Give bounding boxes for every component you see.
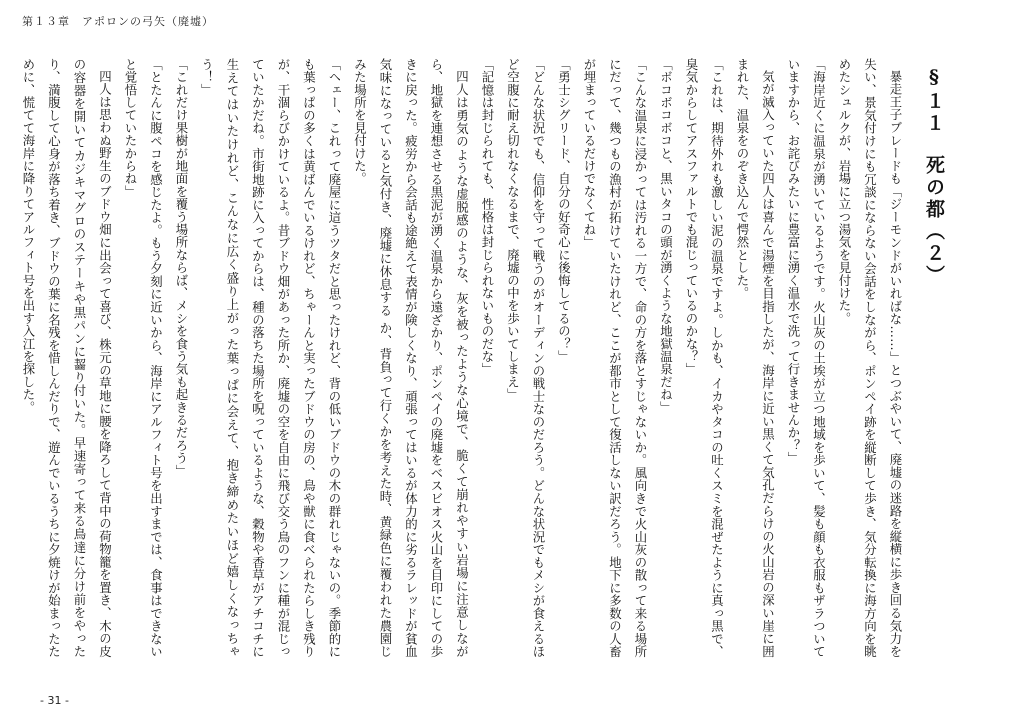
section-heading xyxy=(920,66,948,326)
body-text xyxy=(21,58,908,658)
paragraph: 暴走王子ブレードも「ジーモンドがいればな……」とつぶやいて、廃墟の迷路を縦横に歩き回る気力を失い、景気付けにも冗談にならない会話をしながら、ポンペイ跡を縦断して歩き、気分転換に海方向を眺めたシュルクが、岩場に立つ湯気を見付けた。 xyxy=(837,58,903,658)
paragraph: 気が滅入っていた四人は喜んで湯煙を目指したが、海岸に近い黒くて気孔だらけの火山岩の深い崖に囲まれた、温泉をのぞき込んで愕然とした。 xyxy=(735,58,776,658)
paragraph: 「勇士シグリード、自分の好奇心に後悔してるの？」 xyxy=(556,58,572,363)
paragraph: 「これだけ果樹が地面を覆う場所ならば、メシを食う気も起きるだろう」 xyxy=(174,58,189,478)
running-header: 第１３章 アポロンの弓矢（廃墟） xyxy=(22,15,214,28)
section-title: 死の都（２） xyxy=(923,155,945,287)
paragraph: 「どんな状況でも、信仰を守って戦うのがオーディンの戦士なのだろう。どんな状況でもメシが食えるほど空腹に耐え切れなくなるまで、廃墟の中を歩いてしまえ」 xyxy=(505,58,546,658)
paragraph: 「記憶は封じられても、性格は封じられないものだな」 xyxy=(480,58,495,376)
paragraph: 四人は勇気のような虚脱感のような、灰を被ったような心境で、脆くて崩れやすい岩場に注意しながら、地獄を連想させる黒泥が湧く温泉から遠ざかり、ポンペイの廃墟をベスビオス火山を目印にしての歩きに戻った。疲労から会話も途絶えて表情が険しくなり、頑張ってはいるが体力的に劣るラレッドが貧血気味になっていると気付き、廃墟に休息する か、背負って行くかを考えた時、黄緑色に覆われた農園じみた場所を見付けた。 xyxy=(352,58,470,658)
paragraph: 「こんな温泉に浸かっては汚れる一方で、命の方を落とすじゃないか。風向きで火山灰の散って来る場所にだって、幾つもの漁村が拓けていたけれど、ここが都市として復活しない訳だろう。地下に多数の人畜が埋まっているだけでなくてね」 xyxy=(582,58,648,658)
page-number: - 31 - xyxy=(40,694,69,707)
section-number: §１１ xyxy=(923,66,945,135)
paragraph: 「ヘェー、これって廃屋に這うツタだと思ったけれど、背の低いブドウの木の群れじゃないの。季節的にも葉っぱの多くは黄ばんでいるけれど、ちゃーんと実ったブドウの房の、鳥や獣に食べられたらしき残りが、干涸らびかけているよ。昔ブドウ畑があった所か、廃墟の空を自由に飛び交う鳥のフンに種が混じっていたかだね。市街地跡に入ってからは、種の落ちた場所を呪っているような、穀物や香草がアチコチに生えてはいたけれど、こんなに広く盛り上がった葉っぱに会えて、抱き締めたいほど嬉しくなっちゃう！」 xyxy=(199,58,342,658)
paragraph: 「ボコボコボコと、黒いタコの頭が湧くような地獄温泉だね」 xyxy=(658,58,674,414)
paragraph: 「海岸近くに温泉が湧いているようです。火山灰の土埃が立つ地域を歩いて、髪も顔も衣服もザラついていますから、お詫びみたいに豊富に湧く温水で洗って行きませんか？」 xyxy=(786,58,827,658)
paragraph: 「これは、期待外れも激しい泥の温泉ですよ。しかも、イカやタコの吐くスミを混ぜたように真っ黒で、臭気からしてアスファルトでも混じっているのかな？」 xyxy=(684,58,725,658)
paragraph: 四人は思わぬ野生のブドウ畑に出会って喜び、株元の草地に腰を降ろして背中の荷物籠を置き、木の皮の容器を開いてカジキマグロのステーキや黒パンに齧り付いた。早速寄って来る鳥達に分け前をやったり、満腹して心身が落ち着き、ブドウの葉に名残を惜しんだりで、遊んでいるうちに夕焼けが始まったために、慌てて海岸に降りてアルフィト号を出す入江を探した。 xyxy=(21,58,113,658)
paragraph: 「とたんに腹ペコを感じたよ。もう夕刻に近いから、海岸にアルフィト号を出すまでは、食事はできないと覚悟していたからね」 xyxy=(123,58,164,658)
